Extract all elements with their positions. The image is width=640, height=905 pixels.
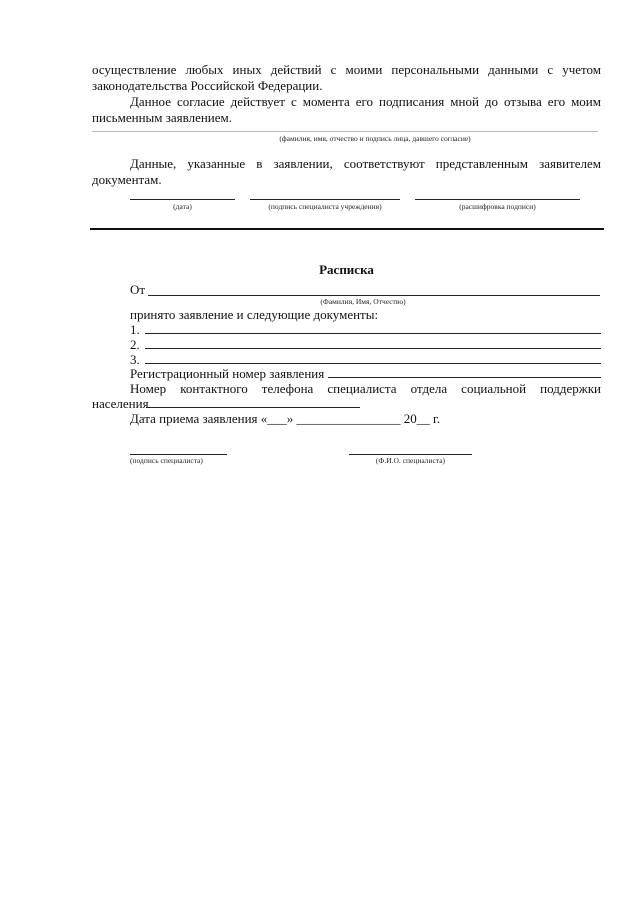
specialist-name-line (349, 454, 472, 455)
document-item-1-line (145, 333, 601, 334)
date-caption: (дата) (173, 202, 192, 211)
consent-text-line-2: законодательства Российской Федерации. (92, 78, 323, 93)
verification-text-line-2: документам. (92, 172, 162, 187)
document-item-2-number: 2. (130, 337, 140, 352)
from-line (148, 295, 600, 296)
reg-number-line (328, 377, 601, 378)
specialist-name-caption: (Ф.И.О. специалиста) (375, 456, 446, 465)
phone-text-line-1: Номер контактного телефона специалиста отдела социальной поддержки (130, 381, 601, 396)
specialist-signature-line (250, 199, 400, 200)
document-item-2-line (145, 348, 601, 349)
signer-caption: (фамилия, имя, отчество и подпись лица, давшего согласие) (279, 134, 471, 143)
reg-number-label: Регистрационный номер заявления (130, 366, 325, 381)
phone-text-line-2: населения (92, 396, 149, 411)
phone-line (146, 407, 360, 408)
document-item-3-number: 3. (130, 352, 140, 367)
consent-text-line-1: осуществление любых иных действий с моими персональными данными с учетом (92, 62, 601, 77)
section-divider (90, 228, 604, 230)
from-caption: (Фамилия, Имя, Отчество) (320, 297, 406, 306)
specialist-signature-caption: (подпись специалиста учреждения) (268, 202, 382, 211)
from-label: От (130, 282, 146, 297)
verification-text-line-1: Данные, указанные в заявлении, соответствуют представленным заявителем (130, 156, 601, 171)
document-item-1-number: 1. (130, 322, 140, 337)
accepted-text: принято заявление и следующие документы: (130, 307, 379, 322)
receipt-title: Расписка (319, 262, 374, 277)
consent-text-line-4: письменным заявлением. (92, 110, 233, 125)
specialist-sign-caption: (подпись специалиста) (130, 456, 203, 465)
signer-line (92, 131, 598, 132)
consent-text-line-3: Данное согласие действует с момента его подписания мной до отзыва его моим (130, 94, 601, 109)
date-line (130, 199, 235, 200)
specialist-sign-line (130, 454, 227, 455)
decoding-caption: (расшифровка подписи) (459, 202, 536, 211)
acceptance-date: Дата приема заявления «___» ________________ 20__ г. (130, 411, 441, 426)
document-item-3-line (145, 363, 601, 364)
decoding-line (415, 199, 580, 200)
